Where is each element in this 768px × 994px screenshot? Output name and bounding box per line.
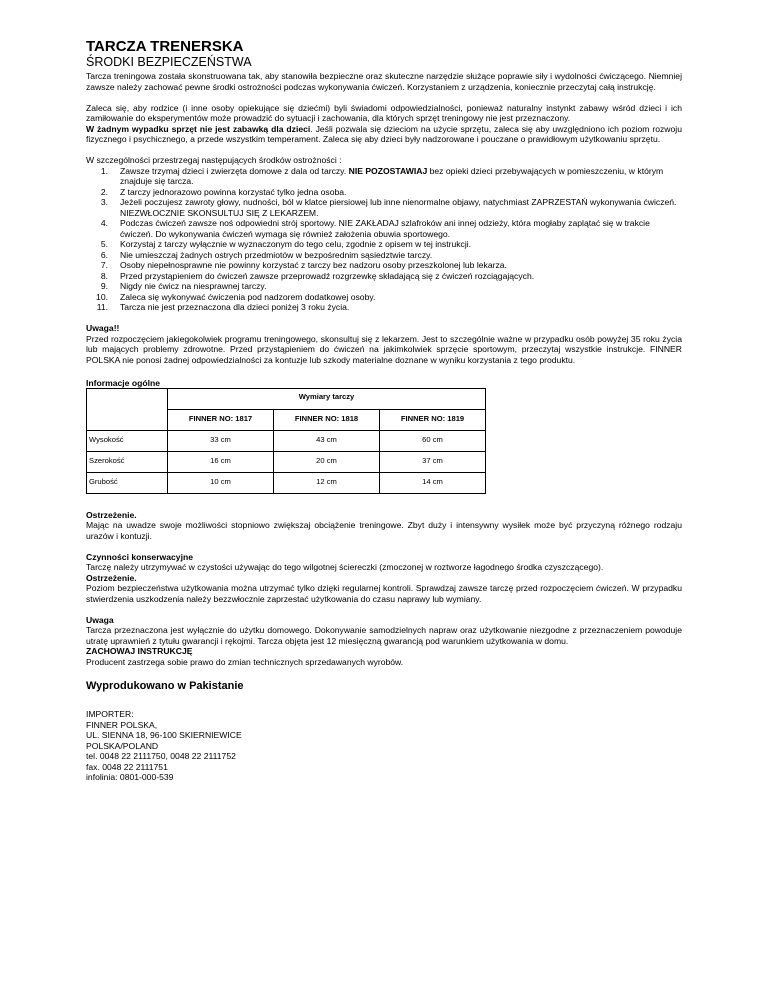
list-item: 8. Przed przystąpieniem do ćwiczeń zawsze przeprowadź rozgrzewkę składającą się z ćwiczeń rozciągających. (100, 270, 535, 281)
table-caption: Wymiary tarczy (168, 389, 486, 410)
info-title: Informacje ogólne (86, 377, 161, 388)
caution1-title: Ostrzeżenie. (86, 509, 137, 520)
document-title: TARCZA TRENERSKA (86, 38, 244, 55)
table-header: FINNER NO: 1817 (168, 409, 274, 430)
table-row: Grubość 10 cm 12 cm 14 cm (87, 472, 486, 493)
importer-tel: tel. 0048 22 2111750, 0048 22 2111752 (86, 751, 236, 761)
toy-warning-paragraph (86, 124, 682, 145)
list-item: 4. Podczas ćwiczeń zawsze noś odpowiedni strój sportowy. NIE ZAKŁADAJ szlafroków ani innej odzieży, która mogłaby zaplątać się w trakcie ćwiczeń. Do wykonywania ćwiczeń wymaga się również założenia obuwia sportowego. (100, 218, 650, 239)
keep-instructions: ZACHOWAJ INSTRUKCJĘ (86, 646, 193, 656)
list-item: 1. Zawsze trzymaj dzieci i zwierzęta domowe z dala od tarczy. NIE POZOSTAWIAJ bez opieki dzieci przebywających w pomieszczeniu, w którym znajduje się tarcza. (100, 165, 664, 186)
importer-hotline: infolinia: 0801-000-539 (86, 772, 174, 782)
document-body (86, 38, 682, 783)
caution1-text: Mając na uwadze swoje możliwości stopniowo zwiększaj obciążenie treningowe. Zbyt duży i intensywny wysiłek może być przyczyną różnego rodzaju urazów i kontuzji. (86, 520, 682, 541)
table-row: Wysokość 33 cm 43 cm 60 cm (87, 430, 486, 451)
toy-warning-rest: . Jeśli pozwala się dzieciom na użycie sprzętu, zaleca się aby uwzględniono ich poziom rozwoju fizycznego i psychicznego, a przede wszystkim temperament. Zaleca się aby dzieci były nadzorowane i pouczane o prawidłowym użytkowaniu sprzętu. (86, 123, 682, 144)
caution2-text: Poziom bezpieczeństwa użytkowania można utrzymać tylko dzięki regularnej kontroli. Sprawdzaj zawsze tarczę przed rozpoczęciem ćwiczeń. W przypadku stwierdzenia uszkodzenia należy bezzwłocznie zaprzestać użytkowania do czasu naprawy lub wymiany. (86, 583, 682, 604)
warning-title: Uwaga!! (86, 323, 120, 333)
list-item: 7. Osoby niepełnosprawne nie powinny korzystać z tarczy bez nadzoru osoby przeszkolonej lub lekarza. (100, 260, 507, 270)
dimensions-table (86, 388, 486, 494)
importer-country: POLSKA/POLAND (86, 740, 159, 751)
list-item: 9. Nigdy nie ćwicz na niesprawnej tarczy. (100, 281, 267, 291)
intro-paragraph: Tarcza treningowa została skonstruowana tak, aby stanowiła bezpieczne oraz skuteczne narzędzie służące poprawie siły i wydolności ćwiczącego. Niemniej zawsze należy zachować pewne środki ostrożności podczas wykonywania ćwiczeń. Korzystaniem z urządzenia, koniecznie przeczytaj całą instrukcję. (86, 71, 682, 92)
list-item: 2. Z tarczy jednorazowo powinna korzystać tylko jedna osoba. (100, 186, 347, 197)
note-text: Tarcza przeznaczona jest wyłącznie do użytku domowego. Dokonywanie samodzielnych napraw oraz użytkowanie niezgodne z przeznaczeniem powoduje utratę uprawnień z tytułu gwarancji i rękojmi. Tarcza objęta jest 12 miesięczną gwarancją pod warunkiem użytkowania w domu. (86, 625, 682, 646)
list-item: 3. Jeżeli poczujesz zawroty głowy, nudności, ból w klatce piersiowej lub inne nienormalne objawy, natychmiast ZAPRZESTAŃ wykonywania ćwiczeń. NIEZWŁOCZNIE SKONSULTUJ SIĘ Z LEKARZEM. (100, 197, 677, 218)
importer-label: IMPORTER: (86, 709, 134, 719)
list-item: 5. Korzystaj z tarczy wyłącznie w wyznaczonym do tego celu, zgodnie z opisem w tej instrukcji. (100, 239, 472, 249)
table-row: Szerokość 16 cm 20 cm 37 cm (87, 451, 486, 472)
list-item: 10. Zaleca się wykonywać ćwiczenia pod nadzorem dodatkowej osoby. (96, 291, 376, 302)
note-title: Uwaga (86, 614, 114, 625)
precautions-list (86, 166, 682, 313)
importer-company: FINNER POLSKA, (86, 719, 158, 730)
list-item: 6. Nie umieszczaj żadnych ostrych przedmiotów w bezpośrednim sąsiedztwie tarczy. (100, 249, 433, 260)
toy-warning-bold: W żadnym wypadku sprzęt nie jest zabawką dla dzieci (86, 123, 311, 134)
importer-street: UL. SIENNA 18, 96-100 SKIERNIEWICE (86, 730, 242, 740)
manufacturer-note: Producent zastrzega sobie prawo do zmian technicznych sprzedawanych wyrobów. (86, 656, 404, 667)
importer-block (86, 709, 682, 783)
list-item: 11. Tarcza nie jest przeznaczona dla dzieci poniżej 3 roku życia. (96, 302, 350, 312)
table-header: FINNER NO: 1819 (380, 409, 486, 430)
precautions-intro: W szczególności przestrzegaj następujących środków ostrożności : (86, 155, 342, 165)
maintenance-text: Tarczę należy utrzymywać w czystości używając do tego wilgotnej ściereczki (zmoczonej w roztworze łagodnego środka czyszczącego). (86, 562, 604, 572)
table-header: FINNER NO: 1818 (274, 409, 380, 430)
document-subtitle: ŚRODKI BEZPIECZEŃSTWA (86, 55, 252, 69)
warning-text: Przed rozpoczęciem jakiegokolwiek programu treningowego, skonsultuj się z lekarzem. Jest to szczególnie ważne w przypadku osób powyżej 35 roku życia lub mających problemy zdrowotne. Przed przystąpieniem do ćwiczeń na jakimkolwiek sprzęcie sportowym, przeczytaj wszystkie instrukcje. FINNER POLSKA nie ponosi żadnej odpowiedzialności za kontuzje lub szkody materialne doznane w wyniku korzystania z tego produktu. (86, 333, 682, 365)
importer-fax: fax. 0048 22 2111751 (86, 761, 168, 772)
parents-paragraph: Zaleca się, aby rodzice (i inne osoby opiekujące się dziećmi) byli świadomi odpowiedzialności, ponieważ naturalny instynkt zabawy wśród dzieci i ich zamiłowanie do eksperymentów może prowadzić do sytuacji i zachowania, dla których sprzęt treningowy nie jest przeznaczony. (86, 102, 682, 123)
caution2-title: Ostrzeżenie. (86, 572, 137, 583)
maintenance-title: Czynności konserwacyjne (86, 551, 193, 562)
made-in: Wyprodukowano w Pakistanie (86, 680, 244, 692)
